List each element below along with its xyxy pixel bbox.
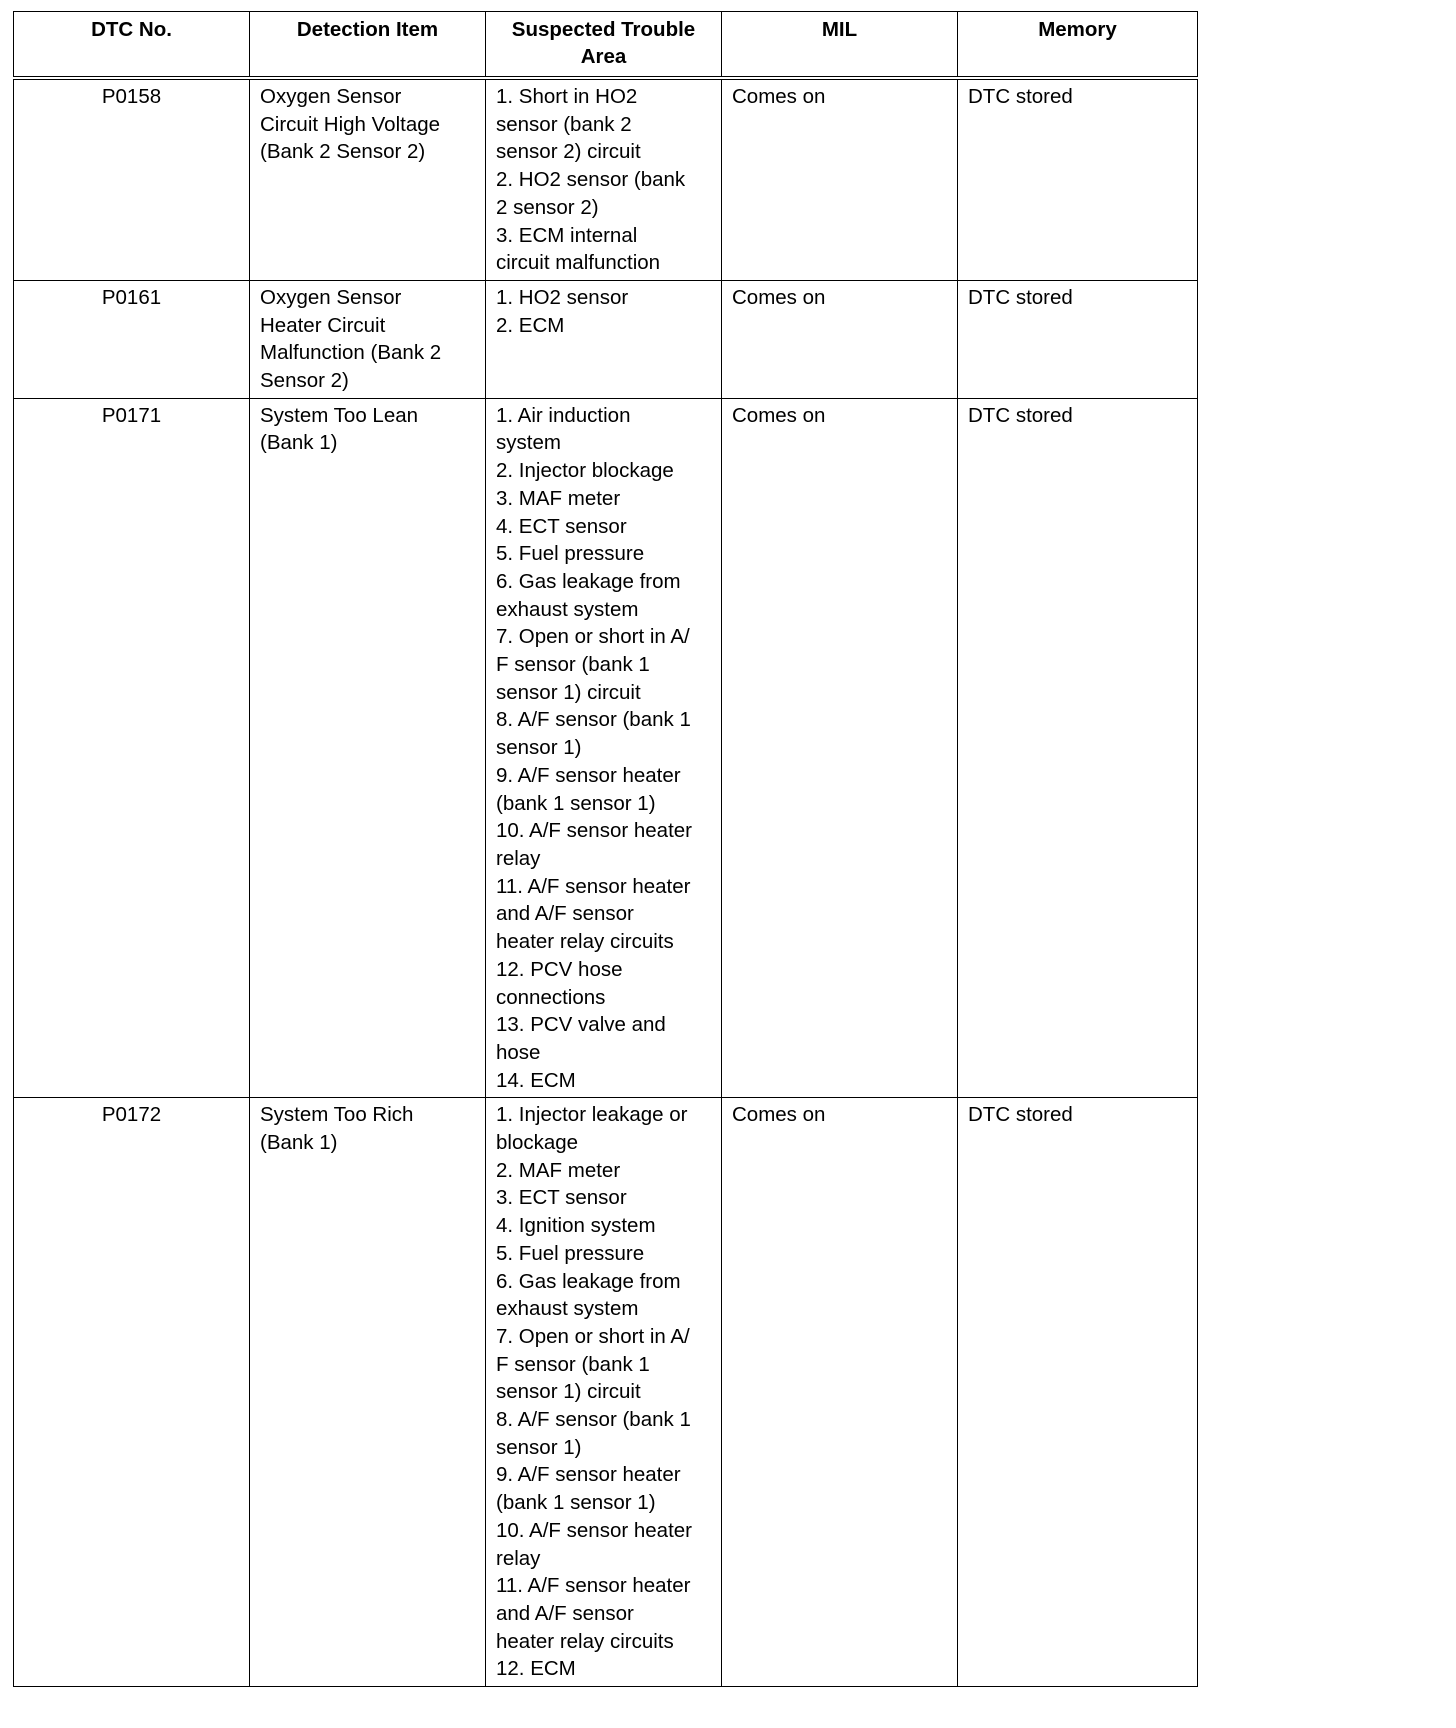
trouble-area-line: and A/F sensor [496,902,634,926]
trouble-area-line: 8. A/F sensor (bank 1 [496,1408,691,1432]
trouble-area-line: 12. ECM [496,1657,576,1681]
detection-item-line: System Too Rich [260,1103,414,1127]
detection-item-line: (Bank 1) [260,431,338,455]
trouble-area-line: and A/F sensor [496,1601,634,1625]
detection-item-line: Circuit High Voltage [260,112,441,136]
trouble-area-line: 5. Fuel pressure [496,1241,645,1265]
memory-cell: DTC stored [958,78,1198,280]
trouble-area-line: 4. Ignition system [496,1214,656,1238]
detection-item-cell [250,398,486,1098]
trouble-area-line: 10. A/F sensor heater [496,819,693,843]
trouble-area-line: heater relay circuits [496,1629,674,1653]
trouble-area-line: F sensor (bank 1 [496,1352,650,1376]
mil-cell: Comes on [722,1098,958,1687]
trouble-area-line: sensor 1) [496,1435,582,1459]
table-row [14,78,1198,280]
trouble-area-line: sensor 1) circuit [496,1380,641,1404]
memory-cell: DTC stored [958,280,1198,398]
trouble-area-line: relay [496,1546,541,1570]
header-mil: MIL [722,12,958,79]
memory-cell: DTC stored [958,1098,1198,1687]
trouble-area-line: 4. ECT sensor [496,514,627,538]
trouble-area-line: sensor (bank 2 [496,112,632,136]
dtc-code-cell: P0172 [14,1098,250,1687]
detection-item-line: Malfunction (Bank 2 [260,341,442,365]
trouble-area-line: 2. Injector blockage [496,459,674,483]
trouble-area-line: system [496,431,561,455]
trouble-area-line: sensor 1) [496,736,582,760]
trouble-area-line: 6. Gas leakage from [496,569,681,593]
dtc-code-cell: P0161 [14,280,250,398]
trouble-area-line: (bank 1 sensor 1) [496,791,656,815]
detection-item-line: Oxygen Sensor [260,285,402,309]
trouble-area-line: 2. MAF meter [496,1158,621,1182]
detection-item-line: (Bank 1) [260,1131,338,1155]
trouble-area-line: 14. ECM [496,1068,576,1092]
header-detection-item: Detection Item [250,12,486,79]
trouble-area-line: 5. Fuel pressure [496,542,645,566]
trouble-area-line: hose [496,1040,541,1064]
header-suspected-trouble-area [486,12,722,79]
trouble-area-line: 3. ECT sensor [496,1186,627,1210]
detection-item-line: System Too Lean [260,403,419,427]
trouble-area-line: 3. MAF meter [496,486,621,510]
trouble-area-line: 3. ECM internal [496,223,638,247]
trouble-area-line: F sensor (bank 1 [496,653,650,677]
trouble-area-line: 2. ECM [496,313,565,337]
table-row [14,1098,1198,1687]
detection-item-line: Oxygen Sensor [260,85,402,108]
mil-cell: Comes on [722,398,958,1098]
trouble-area-line: 2 sensor 2) [496,195,599,219]
trouble-area-line: 6. Gas leakage from [496,1269,681,1293]
trouble-area-line: exhaust system [496,1297,639,1321]
trouble-area-line: 11. A/F sensor heater [496,1574,691,1598]
trouble-area-line: sensor 2) circuit [496,140,641,164]
trouble-area-line: 10. A/F sensor heater [496,1518,693,1542]
trouble-area-line: (bank 1 sensor 1) [496,1491,656,1515]
trouble-area-line: 1. Air induction [496,403,631,427]
trouble-area-line: blockage [496,1131,579,1155]
detection-item-cell [250,1098,486,1687]
table-row [14,280,1198,398]
trouble-area-line: exhaust system [496,597,639,621]
mil-cell: Comes on [722,280,958,398]
trouble-area-line: 1. HO2 sensor [496,285,629,309]
trouble-area-line: heater relay circuits [496,930,674,954]
table-body [14,78,1198,1687]
trouble-area-line: relay [496,846,541,870]
trouble-area-line: 1. Injector leakage or [496,1103,688,1127]
trouble-area-line: 9. A/F sensor heater [496,763,681,787]
suspected-trouble-area-cell [486,78,722,280]
dtc-code-cell: P0158 [14,78,250,280]
header-suspected-trouble-area-line2: Area [580,45,627,68]
dtc-table [13,11,1198,1687]
trouble-area-line: 11. A/F sensor heater [496,874,691,898]
detection-item-line: Heater Circuit [260,313,386,337]
suspected-trouble-area-cell [486,398,722,1098]
header-suspected-trouble-area-line1: Suspected Trouble [511,18,696,41]
header-row [14,12,1198,79]
trouble-area-line: 2. HO2 sensor (bank [496,168,686,192]
detection-item-cell [250,280,486,398]
trouble-area-line: 13. PCV valve and [496,1013,666,1037]
dtc-code-cell: P0171 [14,398,250,1098]
detection-item-line: (Bank 2 Sensor 2) [260,140,426,164]
suspected-trouble-area-cell [486,280,722,398]
detection-item-cell [250,78,486,280]
trouble-area-line: circuit malfunction [496,251,661,275]
trouble-area-line: 7. Open or short in A/ [496,1324,690,1348]
table-row [14,398,1198,1098]
trouble-area-line: connections [496,985,606,1009]
trouble-area-line: 9. A/F sensor heater [496,1463,681,1487]
header-memory: Memory [958,12,1198,79]
memory-cell: DTC stored [958,398,1198,1098]
trouble-area-line: 7. Open or short in A/ [496,625,690,649]
trouble-area-line: 1. Short in HO2 [496,85,638,108]
trouble-area-line: 8. A/F sensor (bank 1 [496,708,691,732]
trouble-area-line: sensor 1) circuit [496,680,641,704]
mil-cell: Comes on [722,78,958,280]
header-dtc-no: DTC No. [14,12,250,79]
detection-item-line: Sensor 2) [260,369,349,393]
suspected-trouble-area-cell [486,1098,722,1687]
trouble-area-line: 12. PCV hose [496,957,623,981]
